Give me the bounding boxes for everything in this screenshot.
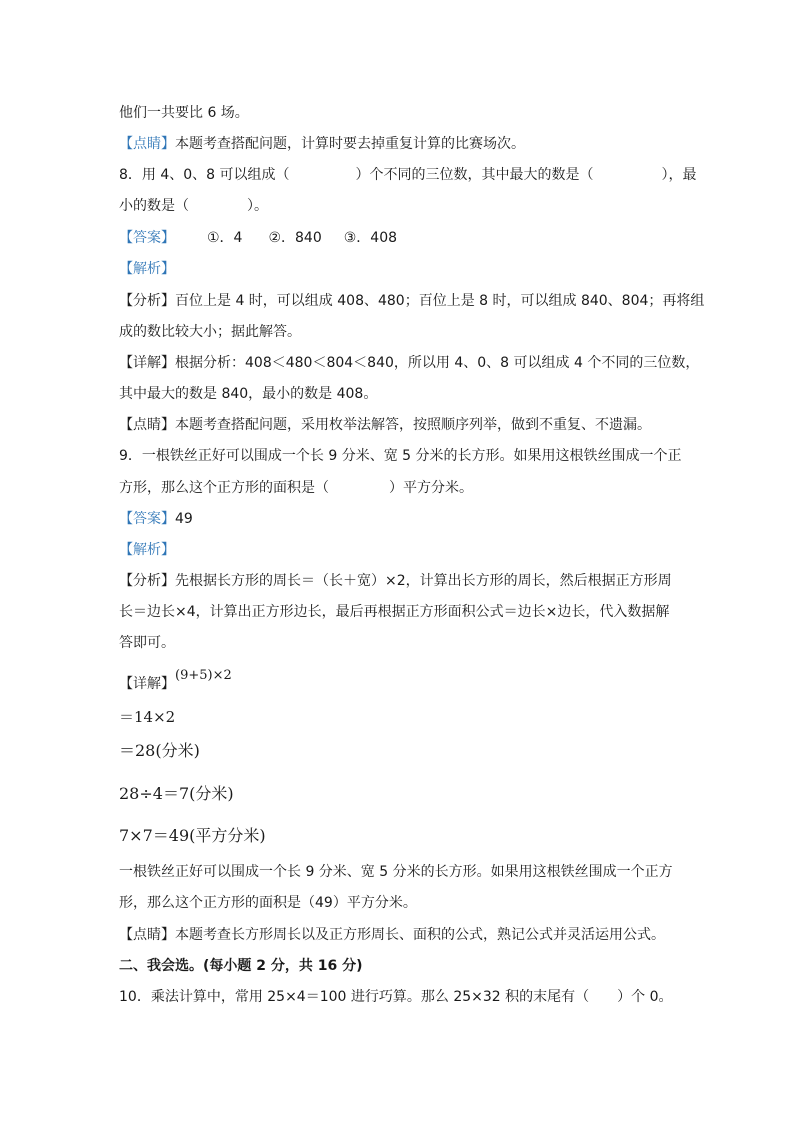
q9-part: 方形，那么这个正方形的面积是（ (119, 480, 329, 496)
question-10-line: 10．乘法计算中，常用 25×4＝100 进行巧算。那么 25×32 积的末尾有（ ）个 0。 (119, 989, 673, 1005)
analysis-9-line2: 长＝边长×4，计算出正方形边长，最后再根据正方形面积公式＝边长×边长，代入数据解 (119, 604, 670, 620)
fenxi-tag: 【分析】 (119, 293, 175, 309)
answer-9-line (119, 509, 193, 529)
math-step: 28÷4＝7(分米) (119, 784, 234, 803)
xiangjie-tag: 【详解】 (119, 355, 175, 371)
answer-value: ②．840 (268, 230, 322, 246)
detail-8-line2: 其中最大的数是 840，最小的数是 408。 (119, 386, 378, 402)
q8-part: 小的数是（ (119, 198, 189, 214)
q8-part: 8．用 4、0、8 可以组成（ (119, 167, 290, 183)
math-step: ＝14×2 (119, 708, 176, 726)
question-9-line2 (119, 478, 473, 498)
analysis-9-line3: 答即可。 (119, 635, 175, 651)
comment-8-line (119, 415, 651, 435)
fenxi-tag: 【分析】 (119, 573, 175, 589)
question-8-line2 (119, 196, 268, 216)
dianjing-tag: 【点睛】 (119, 927, 175, 943)
detail-text: 根据分析：408＜480＜804＜840，所以用 4、0、8 可以组成 4 个不同的三位数， (175, 355, 700, 371)
question-9-line1: 9．一根铁丝正好可以围成一个长 9 分米、宽 5 分米的长方形。如果用这根铁丝围成一个正 (119, 448, 682, 464)
xiangjie-tag: 【详解】 (119, 676, 175, 692)
comment-text: 本题考查搭配问题，采用枚举法解答，按照顺序列举，做到不重复、不遗漏。 (175, 417, 651, 433)
math-step: ＝28(分米) (119, 741, 200, 760)
detail-8-line1 (119, 353, 699, 373)
analysis-8-line1 (119, 291, 704, 311)
comment-text: 本题考查搭配问题，计算时要去掉重复计算的比赛场次。 (175, 136, 525, 152)
answer-8-line (119, 228, 397, 248)
math-expression: (9+5)×2 (175, 668, 232, 683)
jiexi-tag: 【解析】 (119, 542, 175, 558)
analysis-text: 先根据长方形的周长＝（长＋宽）×2，计算出长方形的周长，然后根据正方形周 (175, 573, 672, 589)
text-line: 他们一共要比 6 场。 (119, 105, 249, 121)
analysis-9-line1 (119, 571, 672, 591)
comment-9-line (119, 925, 665, 945)
math-step: 7×7＝49(平方分米) (119, 826, 266, 845)
answer-tag: 【答案】 (119, 230, 175, 246)
dianjing-tag: 【点睛】 (119, 417, 175, 433)
comment-line (119, 134, 525, 154)
section-heading: 二、我会选。(每小题 2 分，共 16 分) (119, 958, 363, 974)
q9-part: ）平方分米。 (389, 480, 473, 496)
q8-part: ），最 (661, 167, 697, 183)
answer-value: ③．408 (343, 230, 398, 246)
question-8-line1 (119, 165, 697, 185)
q8-part: ）个不同的三位数，其中最大的数是（ (355, 167, 594, 183)
detail-9-line1 (119, 668, 232, 695)
comment-text: 本题考查长方形周长以及正方形周长、面积的公式，熟记公式并灵活运用公式。 (175, 927, 665, 943)
q8-part: ）。 (247, 198, 268, 214)
result-9-line1: 一根铁丝正好可以围成一个长 9 分米、宽 5 分米的长方形。如果用这根铁丝围成一个正方 (119, 864, 673, 880)
answer-value: 49 (175, 511, 193, 527)
answer-tag: 【答案】 (119, 511, 175, 527)
answer-value: ①．4 (207, 230, 243, 246)
result-9-line2: 形，那么这个正方形的面积是（49）平方分米。 (119, 895, 417, 911)
jiexi-tag: 【解析】 (119, 261, 175, 277)
analysis-text: 百位上是 4 时，可以组成 408、480；百位上是 8 时，可以组成 840、804；再将组 (175, 293, 705, 309)
dianjing-tag: 【点睛】 (119, 136, 175, 152)
analysis-8-line2: 成的数比较大小；据此解答。 (119, 324, 301, 340)
